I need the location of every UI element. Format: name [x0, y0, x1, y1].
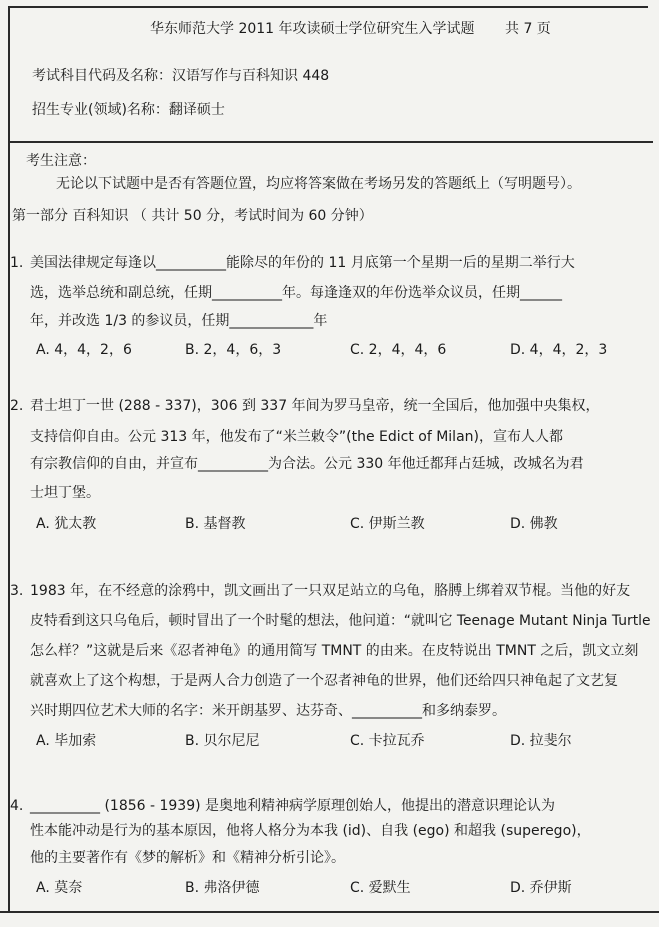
top-border [8, 6, 648, 8]
question-text-line: 士坦丁堡。 [30, 485, 100, 501]
answer-option: B. 弗洛伊德 [185, 880, 260, 896]
answer-option: D. 佛教 [510, 516, 558, 532]
question-number: 4. [10, 798, 24, 814]
exam-title: 华东师范大学 2011 年攻读硕士学位研究生入学试题 [150, 21, 475, 37]
answer-option: C. 伊斯兰教 [350, 516, 425, 532]
header-divider [8, 141, 653, 143]
answer-option: C. 2，4，4，6 [350, 342, 447, 358]
subject-line: 考试科目代码及名称：汉语写作与百科知识 448 [32, 68, 330, 84]
notice-label: 考生注意： [26, 153, 96, 169]
question-text-line: 怎么样？”这就是后来《忍者神龟》的通用简写 TMNT 的由来。在皮特说出 TMNT 之后，凯文立刻 [30, 643, 639, 659]
answer-option: D. 乔伊斯 [510, 880, 572, 896]
answer-option: B. 贝尔尼尼 [185, 733, 260, 749]
question-text-line: 支持信仰自由。公元 313 年，他发布了“米兰敕令”(the Edict of Milan)，宣布人人都 [30, 429, 563, 445]
answer-option: D. 拉斐尔 [510, 733, 572, 749]
question-number: 2. [10, 398, 24, 414]
question-text-line: 性本能冲动是行为的基本原因，他将人格分为本我 (id)、自我 (ego) 和超我 (superego)， [30, 823, 591, 839]
question-text-line: 有宗教信仰的自由，并宣布__________为合法。公元 330 年他迁都拜占廷城，改城名为君 [30, 456, 584, 472]
question-number: 3. [10, 583, 24, 599]
page-count: 共 7 页 [505, 21, 551, 37]
answer-option: C. 卡拉瓦乔 [350, 733, 425, 749]
answer-option: B. 基督教 [185, 516, 246, 532]
answer-option: B. 2，4，6，3 [185, 342, 282, 358]
question-number: 1. [10, 255, 24, 271]
section-heading: 第一部分 百科知识 （ 共计 50 分，考试时间为 60 分钟） [12, 208, 373, 224]
notice-text: 无论以下试题中是否有答题位置，均应将答案做在考场另发的答题纸上（写明题号）。 [56, 176, 581, 192]
major-line: 招生专业(领域)名称：翻译硕士 [32, 102, 225, 118]
question-text-line: 皮特看到这只乌龟后，顿时冒出了一个时髦的想法，他问道：“就叫它 Teenage Mutant Ninja Turtle [30, 613, 651, 629]
question-text-line: __________ (1856 - 1939) 是奥地利精神病学原理创始人，他提出的潜意识理论认为 [30, 798, 556, 814]
question-text-line: 就喜欢上了这个构想，于是两人合力创造了一个忍者神龟的世界，他们还给四只神龟起了文艺复 [30, 673, 618, 689]
question-text-line: 1983 年，在不经意的涂鸦中，凯文画出了一只双足站立的乌龟，胳膊上绑着双节棍。当他的好友 [30, 583, 631, 599]
answer-option: D. 4，4，2，3 [510, 342, 608, 358]
question-text-line: 选，选举总统和副总统，任期__________年。每逢逢双的年份选举众议员，任期______ [30, 285, 562, 301]
bottom-border [0, 911, 659, 913]
answer-option: A. 毕加索 [36, 733, 97, 749]
answer-option: A. 犹太教 [36, 516, 97, 532]
question-text-line: 美国法律规定每逢以__________能除尽的年份的 11 月底第一个星期一后的星期二举行大 [30, 255, 575, 271]
answer-option: C. 爱默生 [350, 880, 411, 896]
question-text-line: 兴时期四位艺术大师的名字：米开朗基罗、达芬奇、__________和多纳泰罗。 [30, 703, 506, 719]
question-text-line: 他的主要著作有《梦的解析》和《精神分析引论》。 [30, 850, 345, 866]
answer-option: A. 莫奈 [36, 880, 83, 896]
question-text-line: 君士坦丁一世 (288 - 337)，306 到 337 年间为罗马皇帝，统一全国后，他加强中央集权， [30, 398, 600, 414]
question-text-line: 年，并改选 1/3 的参议员，任期____________年 [30, 313, 328, 329]
answer-option: A. 4，4，2，6 [36, 342, 132, 358]
